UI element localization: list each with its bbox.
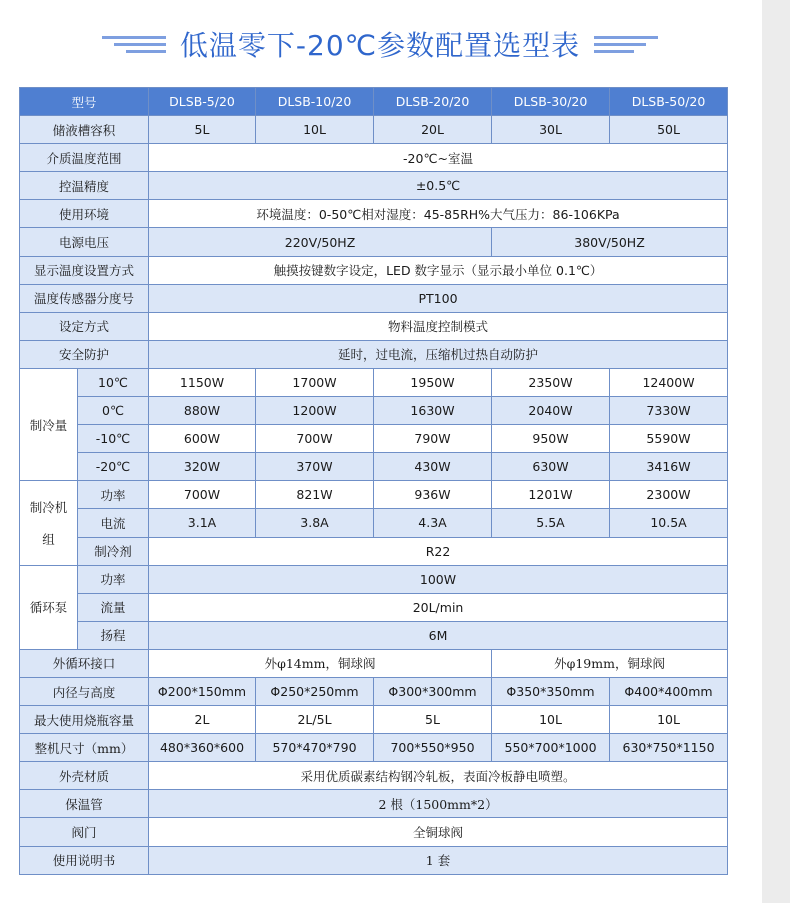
cell-value: 1 套: [149, 846, 728, 874]
cell-value: 6M: [149, 621, 728, 649]
cell-value: 1150W: [149, 368, 256, 396]
sub-label: 制冷剂: [78, 537, 149, 565]
row-valve: [20, 818, 728, 846]
header-model: DLSB-10/20: [256, 88, 374, 116]
cell-value: 1700W: [256, 368, 374, 396]
row-sensor: [20, 284, 728, 312]
cell-value: 220V/50HZ: [149, 228, 492, 256]
group-label-pump: 循环泵: [20, 565, 78, 649]
title-bar: [0, 22, 760, 66]
cell-value: 3.1A: [149, 509, 256, 537]
row-label: 控温精度: [20, 172, 149, 200]
row-temp-range: [20, 144, 728, 172]
cell-value: 2 根（1500mm*2）: [149, 790, 728, 818]
row-precision: [20, 172, 728, 200]
cell-value: Φ250*250mm: [256, 677, 374, 705]
cell-value: 5590W: [610, 425, 728, 453]
row-reservoir: [20, 116, 728, 144]
sub-label: 功率: [78, 565, 149, 593]
row-label: 外循环接口: [20, 649, 149, 677]
sub-label: -10℃: [78, 425, 149, 453]
row-inner-size: [20, 677, 728, 705]
row-dimensions: [20, 734, 728, 762]
cell-value: Φ200*150mm: [149, 677, 256, 705]
cell-value: 700*550*950: [374, 734, 492, 762]
cell-value: 10.5A: [610, 509, 728, 537]
cell-value: 外φ19mm，铜球阀: [492, 649, 728, 677]
cell-value: 1950W: [374, 368, 492, 396]
row-label: 内径与高度: [20, 677, 149, 705]
spec-table: [19, 87, 728, 875]
cell-value: 950W: [492, 425, 610, 453]
cell-value: 790W: [374, 425, 492, 453]
row-cooling-minus20: [20, 453, 728, 481]
cell-value: 380V/50HZ: [492, 228, 728, 256]
cell-value: 10L: [256, 116, 374, 144]
cell-value: 20L: [374, 116, 492, 144]
row-cooling-minus10: [20, 425, 728, 453]
row-display: [20, 256, 728, 284]
cell-value: 7330W: [610, 397, 728, 425]
group-label-cooling: 制冷量: [20, 368, 78, 480]
sub-label: 10℃: [78, 368, 149, 396]
cell-value: 物料温度控制模式: [149, 312, 728, 340]
row-label: 外壳材质: [20, 762, 149, 790]
row-pump-power: [20, 565, 728, 593]
row-label: 储液槽容积: [20, 116, 149, 144]
cell-value: 550*700*1000: [492, 734, 610, 762]
row-insulation: [20, 790, 728, 818]
group-label-compressor: [20, 481, 78, 565]
cell-value: 10L: [610, 706, 728, 734]
cell-value: 采用优质碳素结构钢冷轧板，表面冷板静电喷塑。: [149, 762, 728, 790]
row-compressor-power: [20, 481, 728, 509]
cell-value: 370W: [256, 453, 374, 481]
cell-value: 320W: [149, 453, 256, 481]
cell-value: 936W: [374, 481, 492, 509]
cell-value: 1200W: [256, 397, 374, 425]
sub-label: 流量: [78, 593, 149, 621]
row-environment: [20, 200, 728, 228]
cell-value: 30L: [492, 116, 610, 144]
group-label-line: 制冷机: [29, 499, 68, 515]
cell-value: 2350W: [492, 368, 610, 396]
cell-value: -20℃~室温: [149, 144, 728, 172]
row-refrigerant: [20, 537, 728, 565]
cell-value: 5L: [374, 706, 492, 734]
row-label: 设定方式: [20, 312, 149, 340]
header-model: DLSB-30/20: [492, 88, 610, 116]
cell-value: 5.5A: [492, 509, 610, 537]
cell-value: 全铜球阀: [149, 818, 728, 846]
cell-value: R22: [149, 537, 728, 565]
row-label: 温度传感器分度号: [20, 284, 149, 312]
row-label: 保温管: [20, 790, 149, 818]
row-label: 显示温度设置方式: [20, 256, 149, 284]
sub-label: -20℃: [78, 453, 149, 481]
cell-value: 50L: [610, 116, 728, 144]
group-label-line: 组: [42, 531, 55, 547]
row-cooling-10: [20, 368, 728, 396]
header-model-label: 型号: [20, 88, 149, 116]
cell-value: 5L: [149, 116, 256, 144]
cell-value: 20L/min: [149, 593, 728, 621]
row-label: 最大使用烧瓶容量: [20, 706, 149, 734]
cell-value: 2040W: [492, 397, 610, 425]
cell-value: 触摸按键数字设定，LED 数字显示（显示最小单位 0.1℃）: [149, 256, 728, 284]
cell-value: 外φ14mm，铜球阀: [149, 649, 492, 677]
cell-value: 570*470*790: [256, 734, 374, 762]
row-shell: [20, 762, 728, 790]
row-cooling-0: [20, 397, 728, 425]
row-flask: [20, 706, 728, 734]
cell-value: 430W: [374, 453, 492, 481]
row-label: 电源电压: [20, 228, 149, 256]
cell-value: ±0.5℃: [149, 172, 728, 200]
right-edge-strip: [762, 0, 790, 903]
cell-value: 630*750*1150: [610, 734, 728, 762]
cell-value: Φ300*300mm: [374, 677, 492, 705]
row-label: 阀门: [20, 818, 149, 846]
sub-label: 0℃: [78, 397, 149, 425]
cell-value: 10L: [492, 706, 610, 734]
sub-label: 扬程: [78, 621, 149, 649]
row-compressor-current: [20, 509, 728, 537]
cell-value: Φ400*400mm: [610, 677, 728, 705]
cell-value: 3.8A: [256, 509, 374, 537]
row-pump-flow: [20, 593, 728, 621]
cell-value: 3416W: [610, 453, 728, 481]
cell-value: 12400W: [610, 368, 728, 396]
row-pump-head: [20, 621, 728, 649]
row-label: 使用说明书: [20, 846, 149, 874]
cell-value: 2L: [149, 706, 256, 734]
cell-value: 2300W: [610, 481, 728, 509]
cell-value: Φ350*350mm: [492, 677, 610, 705]
row-label: 整机尺寸（mm）: [20, 734, 149, 762]
cell-value: 4.3A: [374, 509, 492, 537]
row-label: 使用环境: [20, 200, 149, 228]
table-header-row: [20, 88, 728, 116]
cell-value: PT100: [149, 284, 728, 312]
row-outer-port: [20, 649, 728, 677]
row-label: 介质温度范围: [20, 144, 149, 172]
row-manual: [20, 846, 728, 874]
sub-label: 电流: [78, 509, 149, 537]
cell-value: 1630W: [374, 397, 492, 425]
header-model: DLSB-5/20: [149, 88, 256, 116]
cell-value: 2L/5L: [256, 706, 374, 734]
cell-value: 700W: [256, 425, 374, 453]
cell-value: 100W: [149, 565, 728, 593]
cell-value: 1201W: [492, 481, 610, 509]
header-model: DLSB-50/20: [610, 88, 728, 116]
cell-value: 600W: [149, 425, 256, 453]
cell-value: 480*360*600: [149, 734, 256, 762]
row-safety: [20, 340, 728, 368]
cell-value: 环境温度：0-50℃相对湿度：45-85RH%大气压力：86-106KPa: [149, 200, 728, 228]
title-decoration-left: [102, 36, 166, 53]
cell-value: 630W: [492, 453, 610, 481]
row-setting: [20, 312, 728, 340]
cell-value: 延时，过电流，压缩机过热自动防护: [149, 340, 728, 368]
cell-value: 700W: [149, 481, 256, 509]
header-model: DLSB-20/20: [374, 88, 492, 116]
cell-value: 821W: [256, 481, 374, 509]
row-voltage: [20, 228, 728, 256]
title-decoration-right: [594, 36, 658, 53]
sub-label: 功率: [78, 481, 149, 509]
cell-value: 880W: [149, 397, 256, 425]
row-label: 安全防护: [20, 340, 149, 368]
page-title: 低温零下-20℃参数配置选型表: [179, 29, 581, 62]
